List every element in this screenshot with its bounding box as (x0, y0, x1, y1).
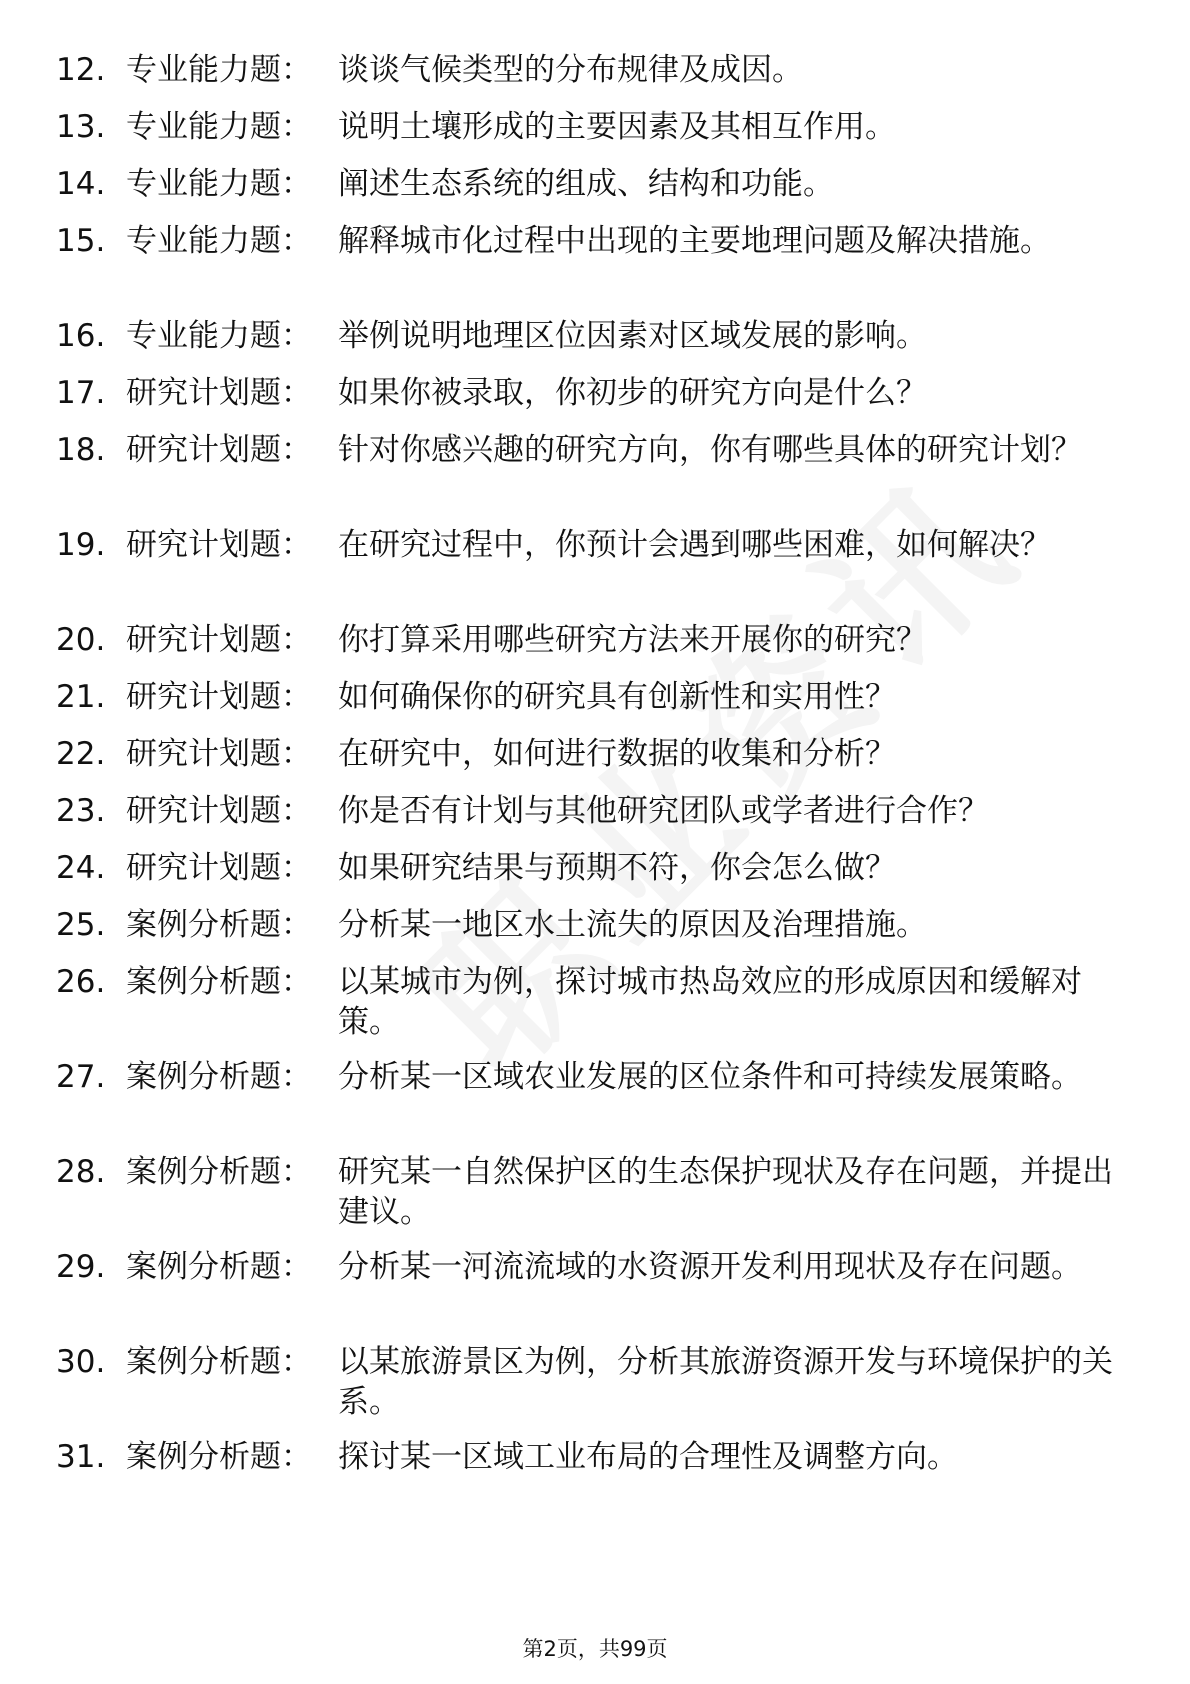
question-number: 25. (56, 907, 106, 943)
question-number: 20. (56, 622, 106, 658)
question-number: 17. (56, 375, 106, 411)
question-number: 27. (56, 1059, 106, 1095)
question-number: 14. (56, 166, 106, 202)
question-text: 分析某一地区水土流失的原因及治理措施。 (338, 907, 927, 943)
question-text: 以某旅游景区为例，分析其旅游资源开发与环境保护的关系。 (338, 1344, 1113, 1420)
question-category: 案例分析题： (126, 1249, 312, 1285)
question-number: 12. (56, 52, 106, 88)
question-category: 专业能力题： (126, 223, 312, 259)
question-number: 15. (56, 223, 106, 259)
question-number: 30. (56, 1344, 106, 1380)
question-text: 说明土壤形成的主要因素及其相互作用。 (338, 109, 896, 145)
question-number: 18. (56, 432, 106, 468)
question-text: 在研究过程中，你预计会遇到哪些困难，如何解决？ (338, 527, 1051, 563)
question-text: 举例说明地理区位因素对区域发展的影响。 (338, 318, 927, 354)
question-text: 以某城市为例，探讨城市热岛效应的形成原因和缓解对策。 (338, 964, 1082, 1040)
question-text: 探讨某一区域工业布局的合理性及调整方向。 (338, 1439, 958, 1475)
question-item (56, 164, 1136, 204)
question-category: 研究计划题： (126, 850, 312, 886)
question-number: 13. (56, 109, 106, 145)
question-number: 28. (56, 1154, 106, 1190)
question-text: 如果你被录取，你初步的研究方向是什么？ (338, 375, 927, 411)
question-item (56, 430, 1136, 470)
question-text: 研究某一自然保护区的生态保护现状及存在问题，并提出建议。 (338, 1154, 1113, 1230)
question-category: 案例分析题： (126, 964, 312, 1000)
question-category: 案例分析题： (126, 1344, 312, 1380)
question-item (56, 50, 1136, 90)
question-category: 专业能力题： (126, 52, 312, 88)
question-category: 专业能力题： (126, 109, 312, 145)
question-number: 31. (56, 1439, 106, 1475)
question-category: 研究计划题： (126, 622, 312, 658)
question-number: 23. (56, 793, 106, 829)
question-text: 分析某一区域农业发展的区位条件和可持续发展策略。 (338, 1059, 1082, 1095)
question-number: 29. (56, 1249, 106, 1285)
question-item (56, 1152, 1136, 1232)
question-category: 专业能力题： (126, 166, 312, 202)
question-category: 案例分析题： (126, 907, 312, 943)
question-text: 分析某一河流流域的水资源开发利用现状及存在问题。 (338, 1249, 1082, 1285)
question-category: 研究计划题： (126, 375, 312, 411)
question-number: 16. (56, 318, 106, 354)
question-item (56, 620, 1136, 660)
question-category: 案例分析题： (126, 1059, 312, 1095)
question-text: 你是否有计划与其他研究团队或学者进行合作？ (338, 793, 989, 829)
question-text: 你打算采用哪些研究方法来开展你的研究？ (338, 622, 927, 658)
question-category: 研究计划题： (126, 793, 312, 829)
question-number: 21. (56, 679, 106, 715)
question-number: 26. (56, 964, 106, 1000)
question-item (56, 1247, 1136, 1287)
question-category: 研究计划题： (126, 679, 312, 715)
question-category: 研究计划题： (126, 432, 312, 468)
question-item (56, 734, 1136, 774)
question-item (56, 905, 1136, 945)
question-text: 如果研究结果与预期不符，你会怎么做？ (338, 850, 896, 886)
question-item (56, 1342, 1136, 1422)
question-item (56, 107, 1136, 147)
question-category: 案例分析题： (126, 1154, 312, 1190)
question-number: 22. (56, 736, 106, 772)
question-item (56, 1437, 1136, 1477)
question-category: 专业能力题： (126, 318, 312, 354)
question-number: 24. (56, 850, 106, 886)
page-footer: 第2页，共99页 (522, 1637, 668, 1661)
question-item (56, 677, 1136, 717)
question-item (56, 525, 1136, 565)
question-item (56, 221, 1136, 261)
question-item (56, 962, 1136, 1042)
question-text: 如何确保你的研究具有创新性和实用性？ (338, 679, 896, 715)
question-text: 在研究中，如何进行数据的收集和分析？ (338, 736, 896, 772)
question-item (56, 373, 1136, 413)
question-text: 阐述生态系统的组成、结构和功能。 (338, 166, 834, 202)
question-text: 谈谈气候类型的分布规律及成因。 (338, 52, 803, 88)
question-text: 针对你感兴趣的研究方向，你有哪些具体的研究计划？ (338, 432, 1082, 468)
question-item (56, 791, 1136, 831)
question-item (56, 848, 1136, 888)
question-number: 19. (56, 527, 106, 563)
question-item (56, 316, 1136, 356)
question-text: 解释城市化过程中出现的主要地理问题及解决措施。 (338, 223, 1051, 259)
question-item (56, 1057, 1136, 1097)
question-category: 案例分析题： (126, 1439, 312, 1475)
question-category: 研究计划题： (126, 736, 312, 772)
question-category: 研究计划题： (126, 527, 312, 563)
